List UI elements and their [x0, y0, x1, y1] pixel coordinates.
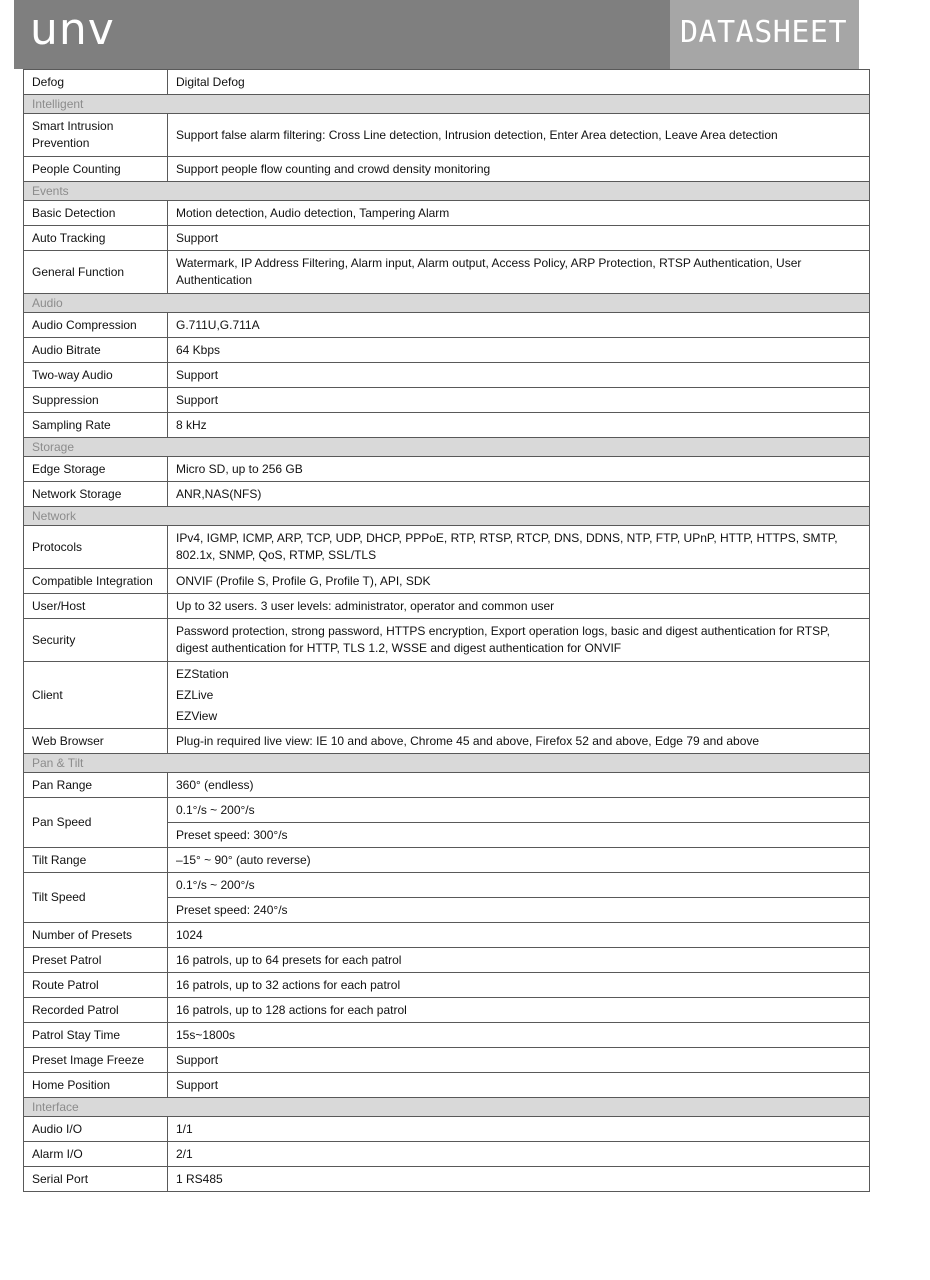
spec-value: ONVIF (Profile S, Profile G, Profile T), API, SDK: [168, 569, 870, 594]
spec-key: Two-way Audio: [24, 363, 168, 388]
spec-key: Patrol Stay Time: [24, 1023, 168, 1048]
section-title: Pan & Tilt: [24, 754, 870, 773]
spec-row: [24, 1048, 870, 1073]
spec-row: [24, 201, 870, 226]
spec-row: [24, 798, 870, 823]
datasheet-title: DATASHEET: [680, 15, 848, 50]
spec-value: 0.1°/s ~ 200°/s: [168, 798, 870, 823]
spec-value: 1024: [168, 923, 870, 948]
spec-row: [24, 923, 870, 948]
section-header: [24, 1098, 870, 1117]
spec-key: Preset Image Freeze: [24, 1048, 168, 1073]
spec-value: Support: [168, 1048, 870, 1073]
spec-key: Tilt Speed: [24, 873, 168, 923]
section-header: [24, 294, 870, 313]
spec-row: [24, 338, 870, 363]
spec-key: Serial Port: [24, 1167, 168, 1192]
spec-value: [168, 662, 870, 729]
client-app-name: EZView: [176, 708, 218, 723]
spec-row: [24, 413, 870, 438]
spec-row: [24, 848, 870, 873]
spec-row: [24, 526, 870, 569]
client-app-name: EZLive: [176, 687, 214, 702]
section-header: [24, 182, 870, 201]
spec-row: [24, 662, 870, 729]
spec-key: Compatible Integration: [24, 569, 168, 594]
section-title: Events: [24, 182, 870, 201]
spec-key: Edge Storage: [24, 457, 168, 482]
spec-row: [24, 1142, 870, 1167]
spec-row: [24, 873, 870, 898]
spec-row: [24, 619, 870, 662]
spec-value: Up to 32 users. 3 user levels: administrator, operator and common user: [168, 594, 870, 619]
spec-value: Password protection, strong password, HTTPS encryption, Export operation logs, basic and digest authentication for RTSP, digest authentication for HTTP, TLS 1.2, WSSE and digest authentication for ONVIF: [168, 619, 870, 662]
spec-row: [24, 1117, 870, 1142]
section-title: Intelligent: [24, 95, 870, 114]
spec-value: 2/1: [168, 1142, 870, 1167]
spec-row: [24, 594, 870, 619]
section-header: [24, 754, 870, 773]
spec-value: Preset speed: 300°/s: [168, 823, 870, 848]
spec-key: Client: [24, 662, 168, 729]
spec-value: 1/1: [168, 1117, 870, 1142]
spec-row: [24, 313, 870, 338]
spec-key: Pan Speed: [24, 798, 168, 848]
spec-value: Micro SD, up to 256 GB: [168, 457, 870, 482]
spec-value: 16 patrols, up to 32 actions for each patrol: [168, 973, 870, 998]
spec-value: Support: [168, 226, 870, 251]
section-title: Network: [24, 507, 870, 526]
spec-row: [24, 569, 870, 594]
spec-key: Preset Patrol: [24, 948, 168, 973]
spec-row: [24, 363, 870, 388]
spec-key: People Counting: [24, 157, 168, 182]
page-header: [14, 0, 859, 69]
spec-key: Audio I/O: [24, 1117, 168, 1142]
spec-value: ANR,NAS(NFS): [168, 482, 870, 507]
datasheet-banner: [670, 0, 859, 69]
spec-value: G.711U,G.711A: [168, 313, 870, 338]
spec-value: 15s~1800s: [168, 1023, 870, 1048]
spec-row: [24, 729, 870, 754]
spec-value: Support people flow counting and crowd density monitoring: [168, 157, 870, 182]
spec-value: Support: [168, 388, 870, 413]
spec-value: Preset speed: 240°/s: [168, 898, 870, 923]
spec-key: Audio Compression: [24, 313, 168, 338]
spec-key: General Function: [24, 251, 168, 294]
section-title: Audio: [24, 294, 870, 313]
spec-value: IPv4, IGMP, ICMP, ARP, TCP, UDP, DHCP, PPPoE, RTP, RTSP, RTCP, DNS, DDNS, NTP, FTP, UPnP, HTTP, HTTPS, SMTP, 802.1x, SNMP, QoS, RTMP, SSL/TLS: [168, 526, 870, 569]
spec-value: 360° (endless): [168, 773, 870, 798]
spec-row: [24, 388, 870, 413]
spec-value: Support: [168, 1073, 870, 1098]
spec-key: Web Browser: [24, 729, 168, 754]
brand-logo: unv: [30, 4, 115, 55]
section-title: Interface: [24, 1098, 870, 1117]
spec-value: –15° ~ 90° (auto reverse): [168, 848, 870, 873]
spec-value: Watermark, IP Address Filtering, Alarm input, Alarm output, Access Policy, ARP Protection, RTSP Authentication, User Authentication: [168, 251, 870, 294]
spec-key: Basic Detection: [24, 201, 168, 226]
spec-row: [24, 1167, 870, 1192]
spec-row: [24, 773, 870, 798]
section-header: [24, 438, 870, 457]
spec-key: Recorded Patrol: [24, 998, 168, 1023]
spec-row: [24, 998, 870, 1023]
spec-key: Security: [24, 619, 168, 662]
spec-key: Auto Tracking: [24, 226, 168, 251]
spec-key: Route Patrol: [24, 973, 168, 998]
client-app-name: EZStation: [176, 666, 229, 681]
spec-value: 0.1°/s ~ 200°/s: [168, 873, 870, 898]
spec-value: Plug-in required live view: IE 10 and above, Chrome 45 and above, Firefox 52 and above, Edge 79 and above: [168, 729, 870, 754]
spec-row: [24, 948, 870, 973]
spec-value: 16 patrols, up to 128 actions for each patrol: [168, 998, 870, 1023]
spec-row: [24, 1073, 870, 1098]
spec-key: User/Host: [24, 594, 168, 619]
spec-row: [24, 457, 870, 482]
spec-key: Network Storage: [24, 482, 168, 507]
section-title: Storage: [24, 438, 870, 457]
spec-key: Suppression: [24, 388, 168, 413]
spec-row: [24, 1023, 870, 1048]
spec-value: 1 RS485: [168, 1167, 870, 1192]
spec-value: Digital Defog: [168, 70, 870, 95]
spec-key: Protocols: [24, 526, 168, 569]
spec-key: Pan Range: [24, 773, 168, 798]
spec-value: 8 kHz: [168, 413, 870, 438]
spec-key: Smart Intrusion Prevention: [24, 114, 168, 157]
spec-row: [24, 114, 870, 157]
spec-key: Defog: [24, 70, 168, 95]
spec-value: 16 patrols, up to 64 presets for each patrol: [168, 948, 870, 973]
spec-key: Number of Presets: [24, 923, 168, 948]
section-header: [24, 95, 870, 114]
spec-key: Home Position: [24, 1073, 168, 1098]
spec-value: 64 Kbps: [168, 338, 870, 363]
spec-key: Tilt Range: [24, 848, 168, 873]
spec-value: Support: [168, 363, 870, 388]
spec-key: Sampling Rate: [24, 413, 168, 438]
spec-key: Alarm I/O: [24, 1142, 168, 1167]
spec-row: [24, 226, 870, 251]
spec-table: [23, 69, 870, 1192]
spec-row: [24, 157, 870, 182]
spec-row: [24, 482, 870, 507]
spec-row: [24, 251, 870, 294]
spec-value: Support false alarm filtering: Cross Line detection, Intrusion detection, Enter Area detection, Leave Area detection: [168, 114, 870, 157]
spec-row: [24, 70, 870, 95]
spec-row: [24, 973, 870, 998]
spec-key: Audio Bitrate: [24, 338, 168, 363]
section-header: [24, 507, 870, 526]
spec-value: Motion detection, Audio detection, Tampering Alarm: [168, 201, 870, 226]
